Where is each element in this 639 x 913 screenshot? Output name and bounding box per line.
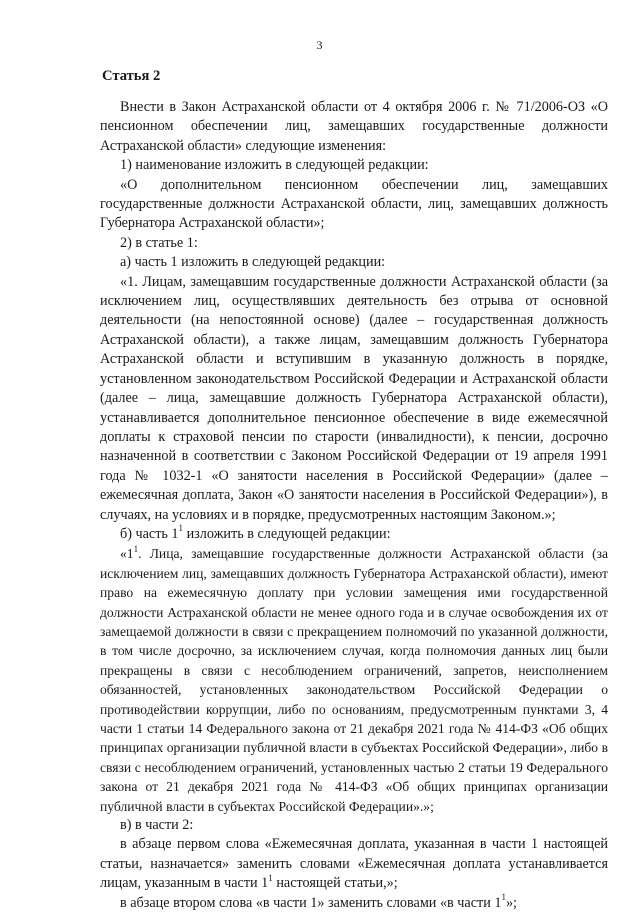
paragraph-subitem-a: а) часть 1 изложить в следующей редакции: bbox=[120, 254, 386, 271]
paragraph-part-1-1-text: «$1^1$. Лица, замещавшие государственные должности Астраханской области (за исключением лиц, замещавших должность Губернатора Астраханской области), имеют право на ежемесячную доплату при условии замещения ими государственной должности Астраханской области не менее одного года и в случае освобождения их от замещаемой должности в связи с прекращением полномочий по указанной должности, в том числе досрочно, за исключением случая, когда полномочия данных лиц были прекращены в связи с несоблюдением ограничений, запретов, неисполнением обязанностей, установленных законодательством Российской Федерации о противодействии коррупции, либо по основаниям, предусмотренным пунктами 3, 4 части 1 статьи 14 Федерального закона от 21 декабря 2021 года № 414-ФЗ «Об общих принципах организации публичной власти в субъектах Российской Федерации», либо в связи с несоблюдением ограничений, установленных частью 2 статьи 19 Федерального закона от 21 декабря 2021 года № 414-ФЗ «Об общих принципах организации публичной власти в субъектах Российской Федерации».»; bbox=[100, 543, 608, 814]
article-heading: Статья 2 bbox=[102, 68, 161, 84]
paragraph-part-1-text: «1. Лицам, замещавшим государственные должности Астраханской области (за исключением лиц, осуществлявших деятельность без отрыва от основной деятельности (на непостоянной основе) (далее – государственная должность Астраханской области), а также лицам, замещавшим должность Губернатора Астраханской области и вступившим в указанную должность в порядке, установленном законодательством Российской Федерации и Астраханской области (далее – лица, замещавшие должность Губернатора Астраханской области), устанавливается дополнительное пенсионное обеспечение в виде ежемесячной доплаты к страховой пенсии по старости (инвалидности), к пенсии, досрочно назначенной в соответствии с Законом Российской Федерации от 19 апреля 1991 года № 1032-1 «О занятости населения в Российской Федерации» (далее – ежемесячная доплата, Закон «О занятости населения в Российской Федерации»), в случаях, на условиях и в порядке, предусмотренных настоящим Законом.»; bbox=[100, 273, 608, 523]
paragraph-item-1: 1) наименование изложить в следующей редакции: bbox=[120, 157, 429, 174]
paragraph-subitem-b: б) часть $1^1$ изложить в следующей редакции: bbox=[120, 523, 391, 542]
paragraph-abzac-2: в абзаце втором слова «в части 1» заменить словами «в части $1^1$»; bbox=[120, 891, 517, 911]
paragraph-item-2: 2) в статье 1: bbox=[120, 234, 198, 251]
page-number: 3 bbox=[316, 38, 323, 52]
paragraph-intro: Внести в Закон Астраханской области от 4 октября 2006 г. № 71/2006-ОЗ «О пенсионном обеспечении лиц, замещавших государственные должности Астраханской области» следующие изменения: bbox=[100, 99, 608, 154]
paragraph-new-title: «О дополнительном пенсионном обеспечении лиц, замещавших государственные должности Астраханской области, лиц, замещавших должность Губернатора Астраханской области»; bbox=[100, 176, 608, 232]
paragraph-subitem-v: в) в части 2: bbox=[120, 817, 194, 834]
document-body bbox=[100, 98, 608, 913]
paragraph-abzac-1: в абзаце первом слова «Ежемесячная доплата, указанная в части 1 настоящей статьи, назначается» заменить словами «Ежемесячная доплата устанавливается лицам, указанным в части $1^1$ настоящей статьи,»; bbox=[100, 836, 608, 892]
